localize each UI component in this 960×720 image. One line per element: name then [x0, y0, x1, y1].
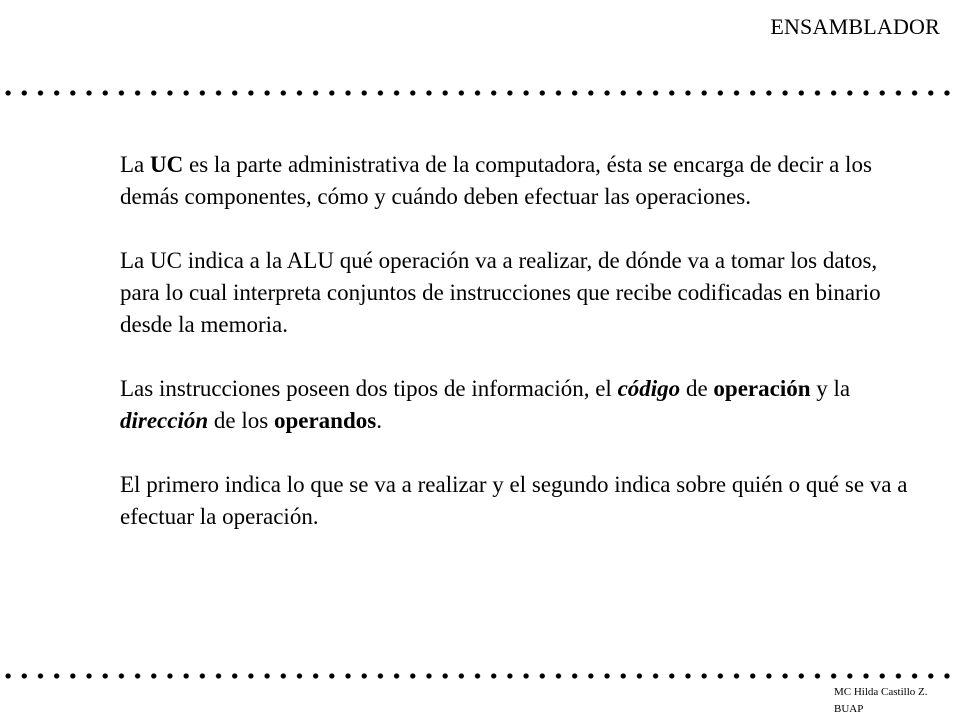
page-title: ENSAMBLADOR [770, 14, 940, 39]
text-segment: El primero indica lo que se va a realizar y el segundo indica sobre quién o qué se va a efectuar la operación. [120, 472, 908, 529]
paragraph-first-second [120, 469, 910, 533]
term-operandos: operandos [273, 408, 377, 433]
text-segment: Las instrucciones poseen dos tipos de información, el [120, 376, 618, 401]
footer-institution: BUAP [834, 703, 864, 715]
text-segment: de [680, 376, 714, 401]
footer-credits [834, 684, 928, 718]
term-operacion: operación [713, 376, 811, 401]
paragraph-uc-definition [120, 149, 910, 213]
text-segment: La UC indica a la ALU qué operación va a realizar, de dónde va a tomar los datos, para lo cual interpreta conjuntos de instrucciones que recibe codificadas en binario desde la memoria. [120, 248, 881, 337]
dotted-divider-bottom [0, 671, 960, 681]
text-segment: es la parte administrativa de la computadora, ésta se encarga de decir a los demás componentes, cómo y cuándo deben efectuar las operaciones. [120, 152, 872, 209]
term-direccion: dirección [120, 408, 209, 433]
text-segment: y la [810, 376, 851, 401]
term-codigo: código [617, 376, 681, 401]
paragraph-uc-alu [120, 245, 910, 341]
text-segment: . [376, 408, 382, 433]
paragraph-instructions [120, 373, 910, 437]
dotted-divider-top [0, 88, 960, 98]
text-segment: de los [208, 408, 274, 433]
term-uc: UC [150, 152, 184, 177]
text-segment: La [120, 152, 151, 177]
slide-body [120, 149, 910, 533]
footer-author: MC Hilda Castillo Z. [834, 686, 928, 698]
